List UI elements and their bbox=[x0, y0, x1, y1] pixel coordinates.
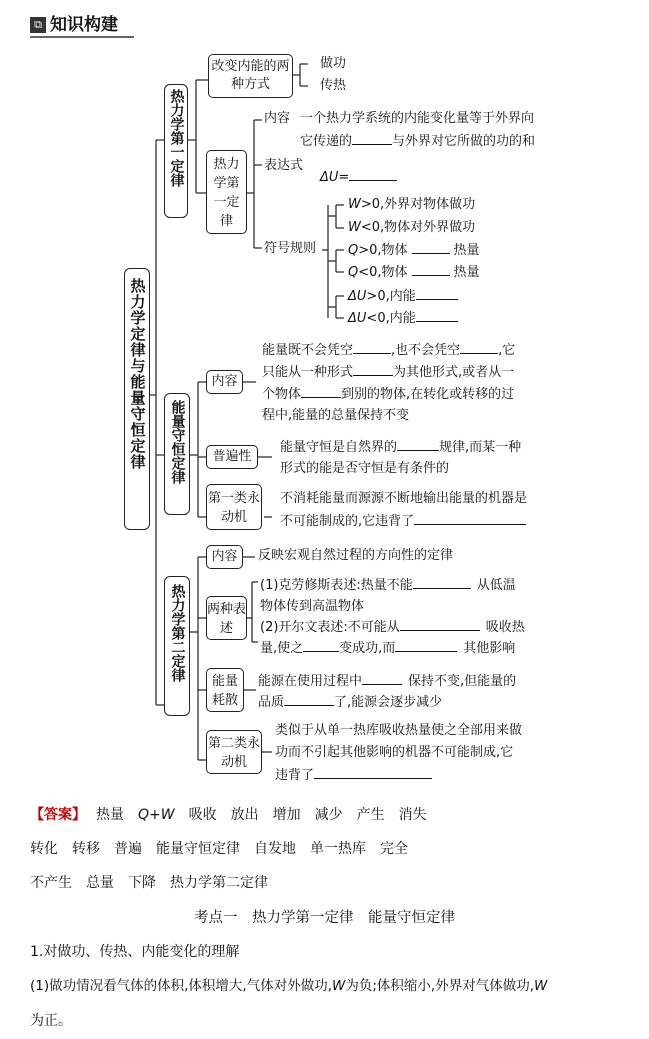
law1-inner-label: 热力学第一定律 bbox=[213, 157, 240, 229]
law1-content-line2: 它传递的 与外界对它所做的功的和 bbox=[300, 130, 535, 153]
root-node bbox=[124, 268, 150, 530]
ways-node bbox=[208, 54, 293, 98]
content-label: 内容 bbox=[264, 111, 291, 126]
two-statements-node: 两种表述 bbox=[206, 596, 247, 640]
perpetual1-line1: 不消耗能量而源源不断地输出能量的机器是 bbox=[280, 491, 528, 506]
conservation-node bbox=[164, 393, 190, 515]
law2-label: 热力学第二定律 bbox=[169, 584, 186, 682]
universality-node: 普遍性 bbox=[206, 445, 258, 469]
sign-rule: W>0,外界对物体做功 bbox=[348, 197, 476, 212]
kelvin-line2: 量,使之 变成功,而 其他影响 bbox=[260, 637, 515, 660]
root-label: 热力学定律与能量守恒定律 bbox=[128, 278, 147, 470]
item-1-1-line1: (1)做功情况看气体的体积,体积增大,气体对外做功,W为负;体积缩小,外界对气体做功,W bbox=[30, 978, 548, 994]
universality-line1: 能量守恒是自然界的 规律,而某一种 bbox=[280, 436, 521, 459]
answer-row-1: 【答案】 热量 Q+W 吸收 放出 增加 减少 产生 消失 bbox=[30, 807, 427, 823]
sign-rule: ΔU<0,内能 bbox=[348, 307, 458, 330]
clausius-line2: 物体传到高温物体 bbox=[260, 599, 365, 614]
dissipation-node: 能量耗散 bbox=[206, 668, 244, 712]
law2-content-node: 内容 bbox=[206, 545, 243, 569]
conservation-line2: 只能从一种形式 为其他形式,或者从一 bbox=[262, 361, 514, 384]
perpetual2-line2: 功而不引起其他影响的机器不可能制成,它 bbox=[275, 745, 514, 760]
conservation-label: 能量守恒定律 bbox=[169, 400, 186, 484]
universality-line2: 形式的能是否守恒是有条件的 bbox=[280, 461, 450, 476]
answer-row-3: 不产生 总量 下降 热力学第二定律 bbox=[30, 875, 268, 891]
perpetual2-line1: 类似于从单一热库吸收热量使之全部用来做 bbox=[275, 723, 523, 738]
law1-content-line1: 一个热力学系统的内能变化量等于外界向 bbox=[300, 111, 535, 126]
law1-inner-node bbox=[206, 150, 247, 234]
bottom-fade bbox=[300, 995, 649, 1039]
answer-row-2: 转化 转移 普遍 能量守恒定律 自发地 单一热库 完全 bbox=[30, 841, 408, 857]
dissipation-line2: 品质 了,能源会逐步减少 bbox=[258, 691, 442, 714]
way-work: 做功 bbox=[320, 56, 347, 71]
kelvin-line1: (2)开尔文表述:不可能从 吸收热 bbox=[260, 616, 525, 639]
section-title: 考点一 热力学第一定律 能量守恒定律 bbox=[194, 910, 455, 926]
item-1-1-line2: 为正。 bbox=[30, 1013, 72, 1029]
sign-rule: W<0,物体对外界做功 bbox=[348, 220, 476, 235]
perpetual2-node: 第二类永动机 bbox=[206, 730, 262, 774]
conservation-line1: 能量既不会凭空 ,也不会凭空 ,它 bbox=[262, 339, 515, 362]
dissipation-line1: 能源在使用过程中 保持不变,但能量的 bbox=[258, 670, 516, 693]
law2-node bbox=[164, 576, 190, 716]
conservation-line4: 程中,能量的总量保持不变 bbox=[262, 408, 410, 423]
sign-rule: ΔU>0,内能 bbox=[348, 285, 458, 308]
perpetual1-line2: 不可能制成的,它违背了 bbox=[280, 510, 526, 533]
way-heat: 传热 bbox=[320, 78, 347, 93]
ways-label: 改变内能的两种方式 bbox=[211, 59, 290, 92]
conservation-content-node: 内容 bbox=[206, 370, 243, 394]
item-1-heading: 1.对做功、传热、内能变化的理解 bbox=[30, 944, 240, 960]
perpetual1-node: 第一类永动机 bbox=[206, 484, 262, 530]
law1-node bbox=[164, 84, 188, 218]
conservation-line3: 个物体 到别的物体,在转化或转移的过 bbox=[262, 383, 514, 406]
expr-formula: ΔU= bbox=[320, 166, 397, 189]
answer-tag: 【答案】 bbox=[30, 807, 86, 823]
law2-content-text: 反映宏观自然过程的方向性的定律 bbox=[258, 548, 454, 563]
expr-label: 表达式 bbox=[264, 158, 304, 173]
clausius-line1: (1)克劳修斯表述:热量不能 从低温 bbox=[260, 574, 516, 597]
law1-label: 热力学第一定律 bbox=[168, 89, 185, 187]
sign-rule: Q<0,物体 热量 bbox=[348, 261, 480, 284]
header-title: 知识构建 bbox=[50, 15, 118, 35]
sign-rule: Q>0,物体 热量 bbox=[348, 239, 480, 262]
knowledge-icon: ⧉ bbox=[30, 17, 46, 33]
sign-label: 符号规则 bbox=[264, 241, 317, 256]
perpetual2-line3: 违背了 bbox=[275, 764, 432, 787]
